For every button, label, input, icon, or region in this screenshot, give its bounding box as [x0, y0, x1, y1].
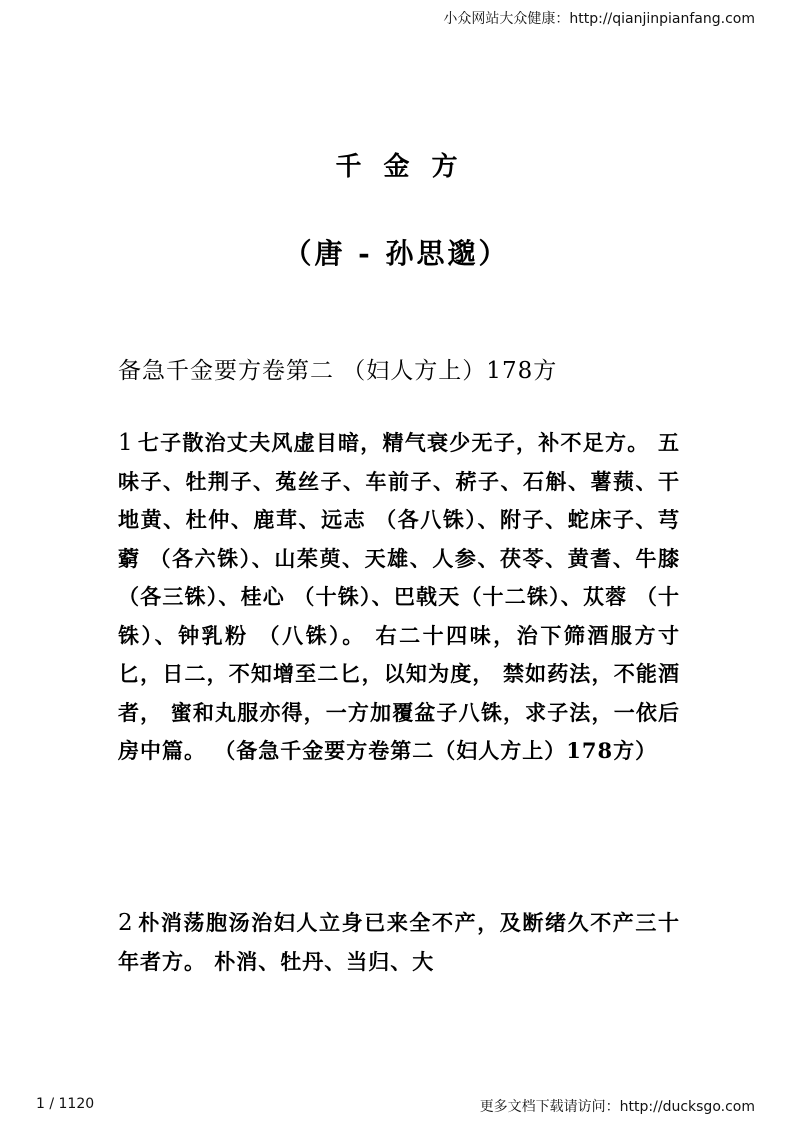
recipe-number: 2 — [118, 910, 134, 936]
recipe-entry — [118, 904, 680, 981]
document-author: （唐 - 孙思邈） — [283, 237, 510, 270]
header-site-link[interactable]: 小众网站大众健康：http://qianjinpianfang.com — [443, 11, 755, 27]
recipe-text: 朴消荡胞汤治妇人立身已来全不产，及断绪久不产三十年者方。 朴消、牡丹、当归、大 — [118, 910, 680, 974]
page-indicator: 1 / 1120 — [36, 1096, 95, 1112]
document-title: 千金方 — [335, 152, 480, 182]
footer-download-link[interactable]: 更多文档下载请访问：http://ducksgo.com — [479, 1099, 755, 1115]
section-heading: 备急千金要方卷第二 （妇人方上）178方 — [118, 358, 558, 384]
recipe-text: 七子散治丈夫风虚目暗，精气衰少无子，补不足方。 五味子、牡荆子、菟丝子、车前子、菥子、石斛、薯蓣、干地黄、杜仲、鹿茸、远志 （各八铢）、附子、蛇床子、芎藭 （各六铢）、山茱萸、天雄、人参、茯苓、黄耆、牛膝 （各三铢）、桂心 （十铢）、巴戟天（十二铢）、苁蓉 （十铢）、钟乳粉 （八铢）。 右二十四味，治下筛酒服方寸匕，日二，不知增至二匕，以知为度， 禁如药法，不能酒者， 蜜和丸服亦得，一方加覆盆子八铢，求子法，一依后房中篇。 （备急千金要方卷第二（妇人方上）178方） — [118, 430, 680, 763]
recipe-entry — [118, 424, 680, 771]
recipe-number: 1 — [118, 430, 134, 456]
